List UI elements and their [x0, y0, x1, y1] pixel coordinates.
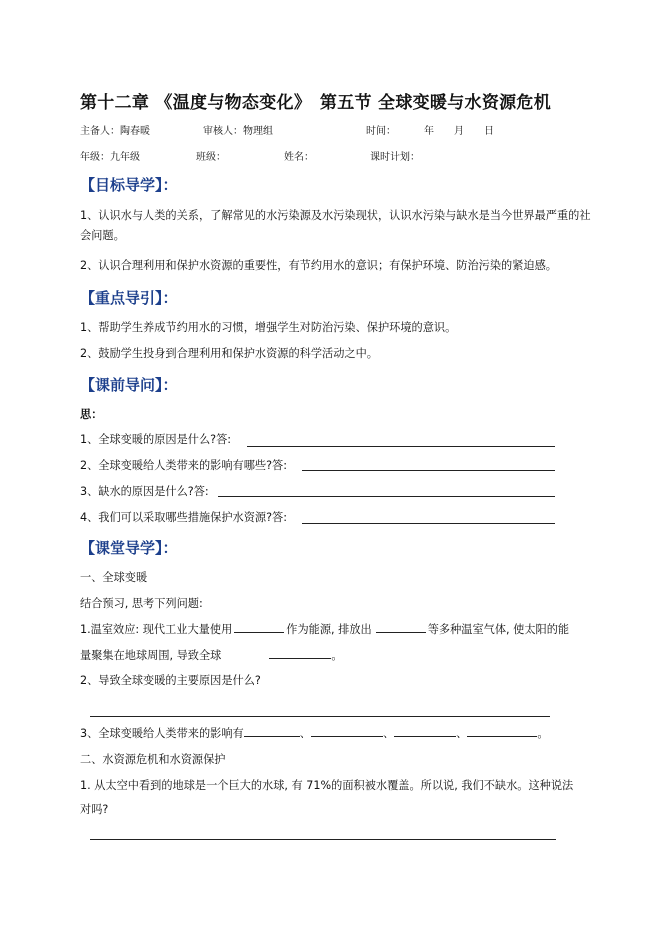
answer-line[interactable] [90, 839, 556, 840]
answer-line[interactable] [90, 716, 550, 717]
section-classroom: 【课堂导学】： [80, 539, 178, 557]
q1-text-b: 作为能源, 排放出 [286, 623, 372, 636]
part2-q1-line1: 1. 从太空中看到的地球是一个巨大的水球, 有 71%的面积被水覆盖。所以说, 我们不缺水。这种说法 [80, 779, 574, 792]
answer-line[interactable] [302, 470, 555, 471]
name-label: 姓名： [284, 152, 314, 163]
fill-blank[interactable] [244, 724, 300, 737]
fill-blank[interactable] [394, 724, 456, 737]
q1-end: 。 [331, 649, 343, 662]
focus-item: 2、鼓励学生投身到合理利用和保护水资源的科学活动之中。 [80, 347, 378, 360]
section-goals: 【目标导学】： [80, 176, 178, 194]
part2-q1-line2: 对吗? [80, 803, 109, 816]
prequestion-item: 4、我们可以采取哪些措施保护水资源?答: [80, 511, 288, 524]
page-title: 第十二章 《温度与物态变化》 第五节 全球变暖与水资源危机 [80, 93, 552, 113]
part2-heading: 二、水资源危机和水资源保护 [80, 753, 226, 766]
q1-text-d: 量聚集在地球周围, 导致全球 [80, 649, 222, 662]
part1-q1-line1 [80, 620, 569, 640]
q3-text: 3、全球变暖给人类带来的影响有 [80, 727, 244, 740]
fill-blank[interactable] [234, 620, 284, 633]
separator: 、 [456, 727, 468, 740]
prequestion-item: 1、全球变暖的原因是什么?答: [80, 433, 232, 446]
separator: 、 [382, 727, 395, 740]
month-label: 月 [454, 126, 464, 137]
plan-label: 课时计划： [370, 152, 420, 163]
separator: 、 [299, 727, 311, 740]
q3-end: 。 [537, 727, 549, 740]
fill-blank[interactable] [376, 620, 426, 633]
answer-line[interactable] [218, 496, 555, 497]
year-label: 年 [424, 126, 434, 137]
grade: 年级：九年级 [80, 152, 140, 163]
part1-heading: 一、全球变暖 [80, 571, 148, 584]
prequestion-item: 2、全球变暖给人类带来的影响有哪些?答: [80, 459, 288, 472]
day-label: 日 [484, 126, 494, 137]
fill-blank[interactable] [269, 646, 331, 659]
prequestion-item: 3、缺水的原因是什么?答: [80, 485, 209, 498]
part1-q2: 2、导致全球变暖的主要原因是什么? [80, 674, 261, 687]
part1-intro: 结合预习, 思考下列问题: [80, 597, 203, 610]
section-prequestions: 【课前导问】： [80, 376, 178, 394]
think-label: 思： [80, 408, 103, 421]
reviewer: 审核人：物理组 [203, 126, 273, 137]
answer-line[interactable] [247, 446, 555, 447]
preparer: 主备人：陶春暖 [80, 126, 150, 137]
part1-q3 [80, 724, 549, 744]
part1-q1-line2 [80, 646, 343, 666]
q1-text-c: 等多种温室气体, 使太阳的能 [427, 623, 570, 636]
goal-item: 2、认识合理利用和保护水资源的重要性，有节约用水的意识；有保护环境、防治污染的紧迫感。 [80, 259, 557, 272]
class-label: 班级： [196, 152, 226, 163]
fill-blank[interactable] [311, 724, 383, 737]
q1-text-a: 1.温室效应: 现代工业大量使用 [80, 623, 233, 636]
fill-blank[interactable] [467, 724, 537, 737]
answer-line[interactable] [302, 523, 555, 524]
focus-item: 1、帮助学生养成节约用水的习惯，增强学生对防治污染、保护环境的意识。 [80, 321, 457, 334]
goal-item: 1、认识水与人类的关系，了解常见的水污染源及水污染现状，认识水污染与缺水是当今世界最严重的社会问题。 [80, 209, 591, 242]
time-label: 时间： [366, 126, 396, 137]
section-focus: 【重点导引】： [80, 289, 178, 307]
